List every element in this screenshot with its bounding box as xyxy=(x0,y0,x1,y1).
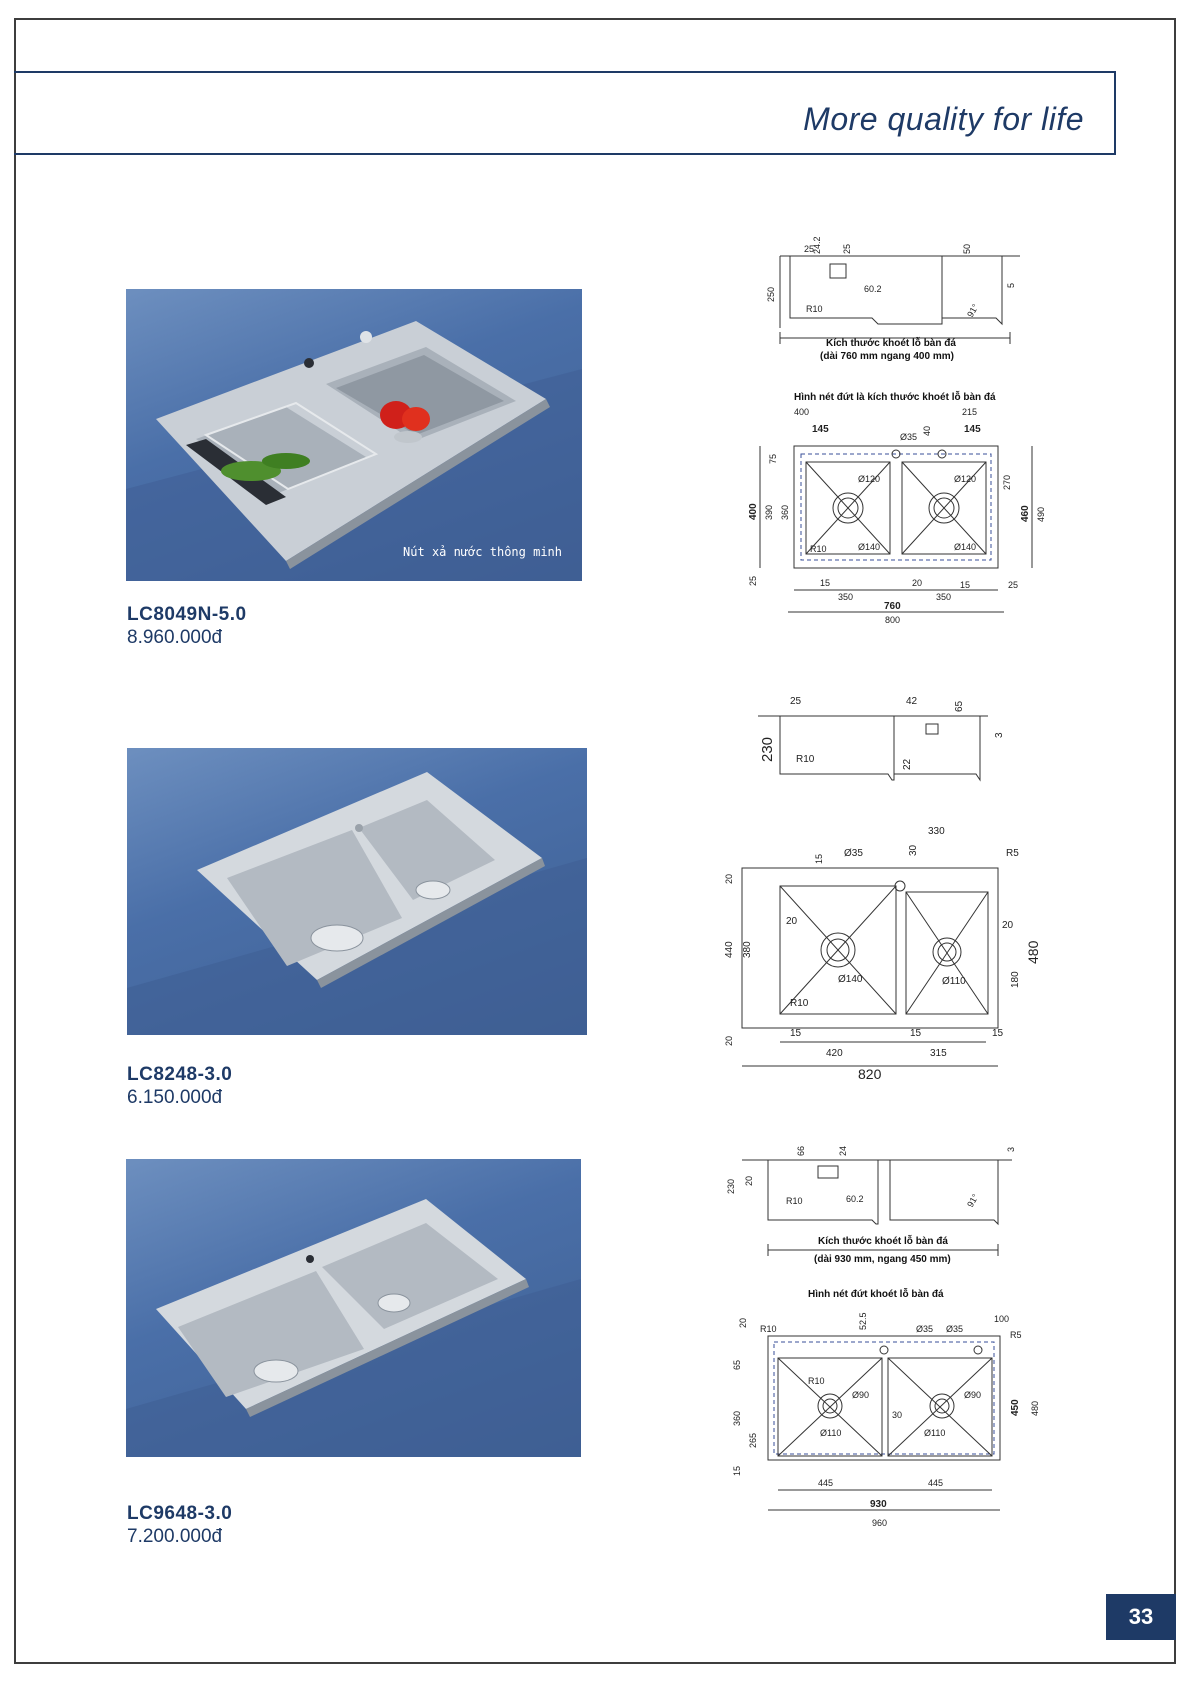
dim-label: 400 xyxy=(794,407,810,417)
drawing-lc9648-side xyxy=(722,1128,1027,1268)
dim-label: 315 xyxy=(930,1048,947,1059)
dim-label: 91° xyxy=(965,1192,981,1209)
dim-label: 60.2 xyxy=(864,284,882,294)
dim-label: 25 xyxy=(1008,580,1019,590)
dim-label: 420 xyxy=(826,1048,843,1059)
dim-label: Ø140 xyxy=(858,542,881,552)
dim-label: 230 xyxy=(726,1178,736,1194)
header-banner xyxy=(14,71,1116,155)
product-price: 6.150.000đ xyxy=(127,1087,223,1108)
dim-label: 350 xyxy=(936,592,952,602)
dim-label: 800 xyxy=(885,615,901,625)
dim-label: R5 xyxy=(1006,848,1019,859)
dim-label: 65 xyxy=(954,700,965,712)
dim-label: 480 xyxy=(1030,1400,1040,1416)
dim-label: 265 xyxy=(748,1432,758,1448)
dim-label: 75 xyxy=(768,453,778,464)
dim-label: 20 xyxy=(724,1035,734,1046)
dim-label: 400 xyxy=(748,503,759,520)
dim-label: 20 xyxy=(786,916,798,927)
dim-label: R10 xyxy=(808,1376,825,1386)
product-price: 7.200.000đ xyxy=(127,1526,223,1547)
dim-label: 145 xyxy=(964,424,981,435)
dim-label: 91° xyxy=(965,302,981,319)
drawing-lc8248-top xyxy=(720,826,1060,1081)
dim-label: 20 xyxy=(738,1317,748,1328)
dim-label: 50 xyxy=(962,243,972,254)
dim-label: Ø90 xyxy=(852,1390,870,1400)
dim-label: 15 xyxy=(814,853,824,864)
page-number: 33 xyxy=(1106,1594,1176,1640)
dim-label: 445 xyxy=(928,1478,944,1488)
dim-label: 20 xyxy=(912,578,923,588)
dim-label: 25 xyxy=(790,696,802,707)
dim-label: 445 xyxy=(818,1478,834,1488)
dim-label: 25 xyxy=(842,243,852,254)
dim-label: 15 xyxy=(910,1028,922,1039)
drawing-lc8049n-top xyxy=(732,390,1062,635)
drawing-lc9648-top xyxy=(720,1288,1065,1536)
dim-label: 3 xyxy=(994,732,1005,738)
product-model: LC8248-3.0 xyxy=(127,1064,233,1085)
product-photo-lc8248 xyxy=(127,748,587,1035)
product-model: LC8049N-5.0 xyxy=(127,604,247,625)
dim-label: 440 xyxy=(724,941,735,958)
product-info-lc8248 xyxy=(127,1064,232,1109)
dim-label: 15 xyxy=(732,1465,742,1476)
dim-label: 250 xyxy=(766,286,776,302)
dim-label: 52.5 xyxy=(858,1312,868,1330)
dim-label: 65 xyxy=(732,1359,742,1370)
dim-label: 145 xyxy=(812,424,829,435)
dim-label: Ø120 xyxy=(954,474,977,484)
product-photo-lc9648 xyxy=(126,1159,581,1457)
dim-label: 60.2 xyxy=(846,1194,864,1204)
drawing-lc8248-side xyxy=(738,692,1008,787)
dim-label: 820 xyxy=(858,1066,882,1081)
dim-label: Ø35 xyxy=(844,848,863,859)
dim-label: 20 xyxy=(744,1175,754,1186)
product-price: 8.960.000đ xyxy=(127,627,223,648)
dim-label: 460 xyxy=(1020,505,1031,522)
dim-label: Ø120 xyxy=(858,474,881,484)
product-model: LC9648-3.0 xyxy=(127,1503,233,1524)
dim-label: R10 xyxy=(796,754,815,765)
dim-label: R5 xyxy=(1010,1330,1022,1340)
drawing-note: (dài 930 mm, ngang 450 mm) xyxy=(814,1254,951,1265)
dim-label: 450 xyxy=(1010,1399,1021,1416)
dim-label: 25 xyxy=(748,575,758,586)
dim-label: 15 xyxy=(790,1028,802,1039)
dim-label: 270 xyxy=(1002,474,1012,490)
dim-label: 360 xyxy=(780,504,790,520)
product-photo-lc8049n xyxy=(126,289,582,581)
dim-label: 42 xyxy=(906,696,918,707)
dim-label: 20 xyxy=(1002,920,1014,931)
dim-label: 22 xyxy=(902,758,913,770)
dim-label: 960 xyxy=(872,1518,888,1528)
dim-label: R10 xyxy=(790,998,809,1009)
dim-label: R10 xyxy=(760,1324,777,1334)
drawing-note: (dài 760 mm ngang 400 mm) xyxy=(820,351,954,362)
dim-label: 180 xyxy=(1010,971,1021,988)
dim-label: Ø35 xyxy=(916,1324,934,1334)
dim-label: 930 xyxy=(870,1499,887,1510)
dim-label: 24.2 xyxy=(812,236,822,254)
dim-label: 20 xyxy=(724,873,734,884)
dim-label: 15 xyxy=(960,580,971,590)
dim-label: Ø110 xyxy=(942,976,966,987)
dim-label: Ø140 xyxy=(954,542,977,552)
dim-label: 5 xyxy=(1006,282,1016,288)
tagline: More quality for life xyxy=(803,101,1084,137)
dim-label: 15 xyxy=(820,578,831,588)
dim-label: 30 xyxy=(892,1410,903,1420)
product-info-lc9648 xyxy=(127,1503,232,1548)
dim-label: 230 xyxy=(759,736,776,762)
dim-label: 100 xyxy=(994,1314,1010,1324)
dim-label: 66 xyxy=(796,1145,806,1156)
dim-label: 24 xyxy=(838,1145,848,1156)
dim-label: Ø140 xyxy=(838,974,863,985)
dim-label: 215 xyxy=(962,407,978,417)
dim-label: 40 xyxy=(922,425,932,436)
drawing-lc8049n-side xyxy=(760,236,1040,366)
dim-label: 25 xyxy=(804,244,815,254)
dim-label: Ø110 xyxy=(820,1428,842,1438)
dim-label: 490 xyxy=(1036,506,1046,522)
dim-label: 15 xyxy=(992,1028,1004,1039)
dim-label: 330 xyxy=(928,826,945,837)
drawing-note: Hình nét đứt là kích thước khoét lỗ bàn đá xyxy=(794,392,996,403)
dim-label: 30 xyxy=(908,844,919,856)
dim-label: 380 xyxy=(742,941,753,958)
dim-label: R10 xyxy=(806,304,823,314)
drawing-note: Kích thước khoét lỗ bàn đá xyxy=(818,1236,948,1247)
dim-label: R10 xyxy=(810,544,827,554)
product-info-lc8049n xyxy=(127,604,247,649)
dim-label: 480 xyxy=(1025,940,1041,964)
dim-label: 350 xyxy=(838,592,854,602)
dim-label: Ø110 xyxy=(924,1428,946,1438)
drawing-note: Kích thước khoét lỗ bàn đá xyxy=(826,338,956,349)
dim-label: Ø35 xyxy=(900,432,918,442)
photo-caption: Nút xả nước thông minh xyxy=(403,545,562,559)
dim-label: 360 xyxy=(732,1410,742,1426)
dim-label: 390 xyxy=(764,504,774,520)
dim-label: R10 xyxy=(786,1196,803,1206)
dim-label: Ø35 xyxy=(946,1324,964,1334)
dim-label: Ø90 xyxy=(964,1390,982,1400)
dim-label: 760 xyxy=(884,601,901,612)
drawing-note: Hình nét đứt khoét lỗ bàn đá xyxy=(808,1289,944,1300)
dim-label: 3 xyxy=(1006,1146,1016,1152)
